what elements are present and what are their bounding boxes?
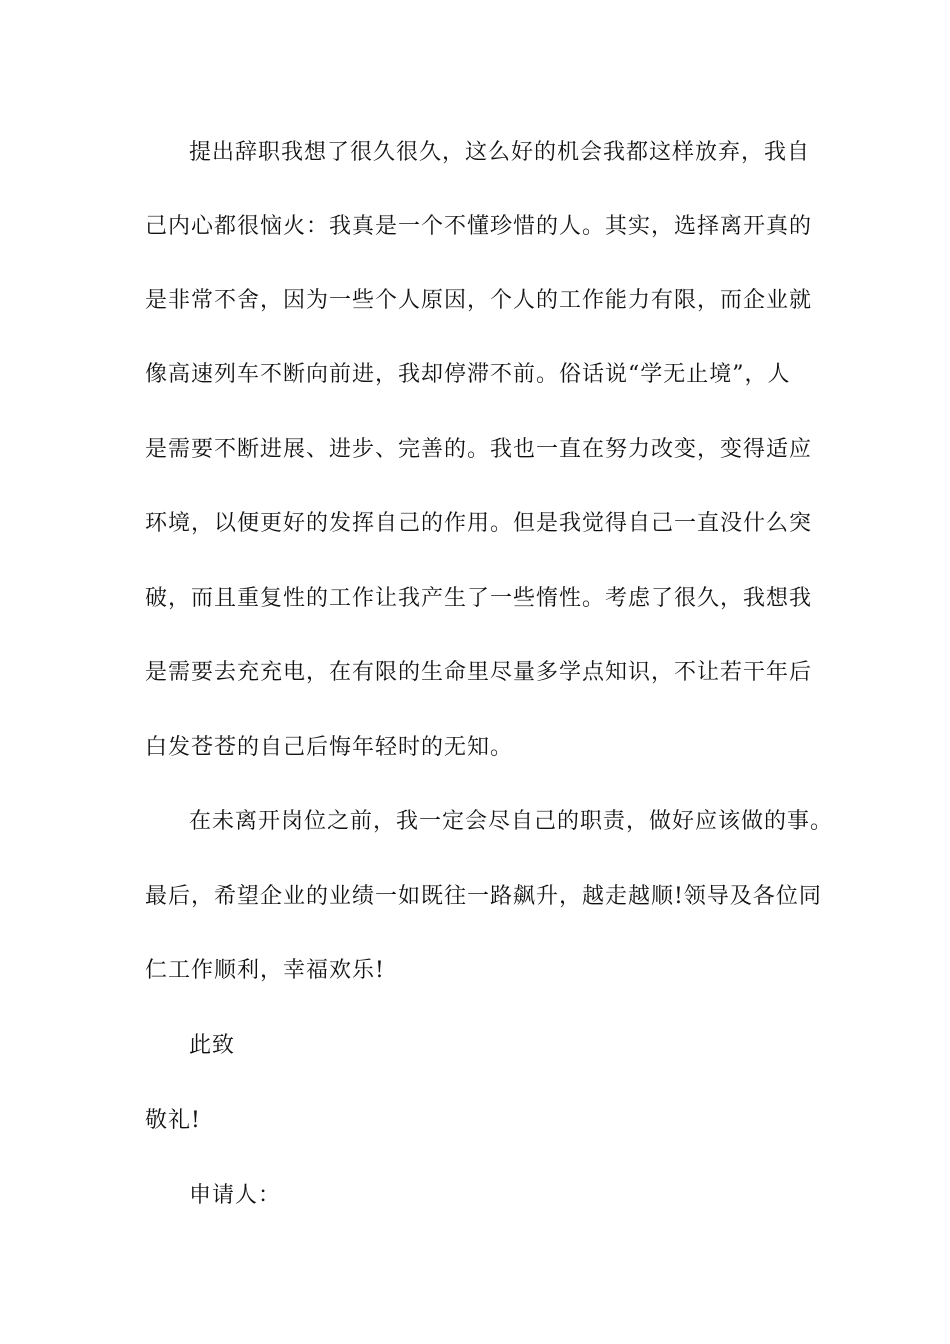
paragraph-1-line-3: 是非常不舍，因为一些个人原因，个人的工作能力有限，而企业就 xyxy=(145,288,813,313)
closing-text: 此致 xyxy=(189,1033,236,1058)
paragraph-1-line-6: 环境，以便更好的发挥自己的作用。但是我觉得自己一直没什么突 xyxy=(145,511,813,536)
paragraph-2-line-2: 最后，希望企业的业绩一如既往一路飙升，越走越顺!领导及各位同 xyxy=(145,884,822,909)
paragraph-1-line-1: 提出辞职我想了很久很久，这么好的机会我都这样放弃，我自 xyxy=(189,140,811,165)
paragraph-1-line-8: 是需要去充充电，在有限的生命里尽量多学点知识，不让若干年后 xyxy=(145,660,813,685)
paragraph-1-line-5: 是需要不断进展、进步、完善的。我也一直在努力改变，变得适应 xyxy=(145,437,813,462)
paragraph-1-line-2: 己内心都很恼火：我真是一个不懂珍惜的人。其实，选择离开真的 xyxy=(145,214,813,239)
salute-text: 敬礼! xyxy=(145,1108,201,1133)
signature-label: 申请人： xyxy=(189,1183,282,1208)
paragraph-1-line-4: 像高速列车不断向前进，我却停滞不前。俗话说“学无止境”，人 xyxy=(145,362,791,387)
paragraph-2-line-1: 在未离开岗位之前，我一定会尽自己的职责，做好应该做的事。 xyxy=(189,809,834,834)
paragraph-2-line-3: 仁工作顺利，幸福欢乐! xyxy=(145,958,385,983)
paragraph-1-line-9: 白发苍苍的自己后悔年轻时的无知。 xyxy=(145,735,514,760)
paragraph-1-line-7: 破，而且重复性的工作让我产生了一些惰性。考虑了很久，我想我 xyxy=(145,586,813,611)
